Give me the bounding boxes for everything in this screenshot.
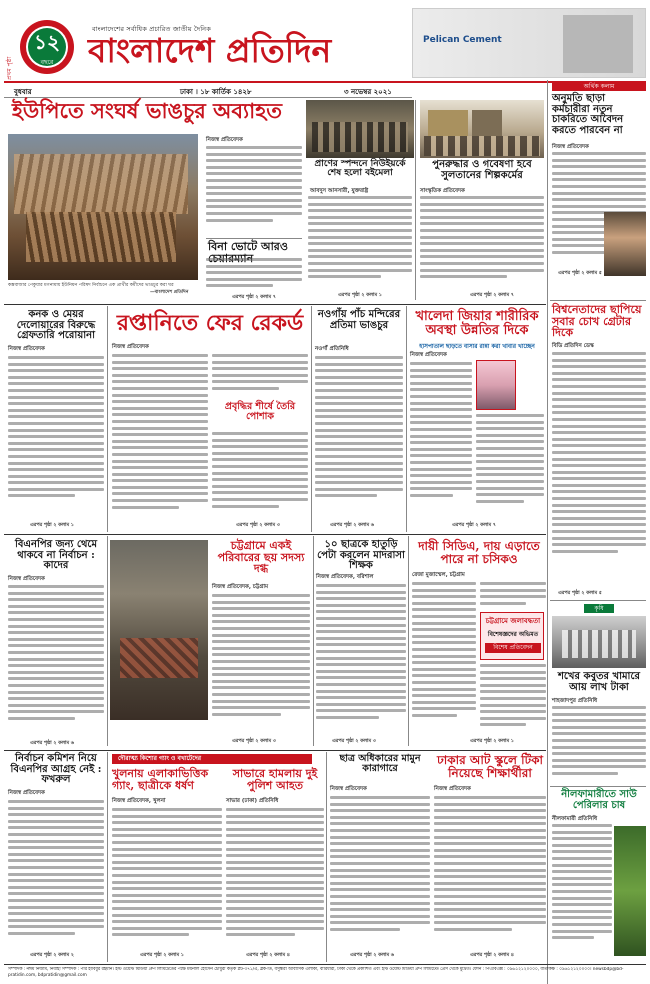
bnp-continued: এরপর পৃষ্ঠা ২ কলাম ৬ <box>30 741 74 746</box>
khulna-byline: নিজস্ব প্রতিবেদক, খুলনা <box>112 798 166 804</box>
masthead-ad <box>412 8 646 78</box>
nilphamari-byline: নীলফামারী প্রতিনিধি <box>552 816 598 822</box>
pigeon-body <box>552 706 646 782</box>
madrasa-headline: ১০ ছাত্রকে হাতুড়ি পেটা করলেন মাদরাসা শিক্ষক <box>317 539 405 571</box>
ctg-fire-photo <box>110 540 208 720</box>
savar-headline: সাভারে হামলায় দুই পুলিশ আহত <box>232 767 318 792</box>
masthead-tagline: বাংলাদেশের সর্বাধিক প্রচারিত জাতীয় দৈনিক <box>92 25 211 33</box>
logo-sub: বছরে <box>40 59 54 66</box>
mamun-continued: এরপর পৃষ্ঠা ২ কলাম ৬ <box>350 953 394 958</box>
nilphamari-photo <box>614 826 646 956</box>
ctg-fire-headline: চট্টগ্রামে একই পরিবারের ছয় সদস্য দগ্ধ <box>217 539 305 576</box>
sidebar-section-label: অর্থিক কলাম <box>552 82 646 91</box>
cda-continued: এরপর পৃষ্ঠা ২ কলাম ১ <box>470 739 514 744</box>
greta-byline: বিডি প্রতিদিন ডেস্ক <box>552 343 594 349</box>
lead-body <box>206 146 302 234</box>
greta-body <box>552 352 646 588</box>
export-body-col2 <box>212 354 308 398</box>
naogaon-byline: নওগাঁ প্রতিনিধি <box>315 346 349 352</box>
khaleda-body-a <box>410 362 472 522</box>
cda-byline: রেজা মুজাম্মেল, চট্টগ্রাম <box>412 572 465 578</box>
lead-photo <box>8 134 198 280</box>
naogaon-continued: এরপর পৃষ্ঠা ২ কলাম ৬ <box>330 523 374 528</box>
lead-byline: নিজস্ব প্রতিবেদক <box>206 137 243 143</box>
khaleda-photo <box>476 360 516 410</box>
sultan-body <box>420 196 544 288</box>
ad-label: Pelican Cement <box>423 35 502 45</box>
export-body-col2b <box>212 432 308 520</box>
cda-box-title: চট্টগ্রামে জলাবদ্ধতা <box>485 616 541 625</box>
sultan-continued: এরপর পৃষ্ঠা ২ কলাম ৭ <box>470 293 514 298</box>
masthead-title: বাংলাদেশ প্রতিদিন <box>88 31 332 70</box>
sultan-byline: সাংস্কৃতিক প্রতিবেদক <box>420 188 465 194</box>
khaleda-continued: এরপর পৃষ্ঠা ২ কলাম ৭ <box>452 523 496 528</box>
khulna-kicker: দৌরাত্ম্য কিশোর গ্যাং ও বখাটেদের <box>112 754 312 764</box>
cda-box-sub: বিশেষজ্ঞদের অভিমত <box>487 631 539 638</box>
mamun-headline: ছাত্র অধিকারের মামুন কারাগারে <box>339 753 421 774</box>
nyc-byline: আবদুস আনসারী, যুক্তরাষ্ট্র <box>310 188 369 194</box>
date-line: ঢাকা । ১৮ কার্তিক ১৪২৮ <box>180 88 252 96</box>
day-of-week: বুধবার <box>14 88 32 96</box>
bnp-byline: নিজস্ব প্রতিবেদক <box>8 576 45 582</box>
cda-feature-box <box>480 612 544 660</box>
greta-photo <box>604 212 646 276</box>
nilphamari-body <box>552 824 612 960</box>
lead-photo-caption: কক্সবাজার পেকুয়ার মগনামায় ইউনিয়ন পরিষদ নির্বাচনে এক প্রার্থীর কর্মীদের ভাঙচুর করা ঘর <box>8 283 174 288</box>
vaccine-byline: নিজস্ব প্রতিবেদক <box>434 786 471 792</box>
cda-body-b <box>480 582 546 610</box>
vaccine-headline: ঢাকার আট স্কুলে টিকা নিয়েছে শিক্ষার্থীরা <box>436 753 544 780</box>
page-label: প্রথম পৃষ্ঠা <box>6 56 13 80</box>
sultan-headline: পুনরুদ্ধার ও গবেষণা হবে সুলতানের শিল্পকর্মের <box>432 159 532 181</box>
kanak-byline: নিজস্ব প্রতিবেদক <box>8 346 45 352</box>
bnp-headline: বিএনপির জন্য থেমে থাকবে না নির্বাচন : কাদের <box>14 539 98 571</box>
khaleda-body-b <box>476 414 544 522</box>
cda-body-a <box>412 582 476 736</box>
nyc-body <box>308 196 412 288</box>
ec-headline: নির্বাচন কমিশন নিয়ে বিএনপির আগ্রহ নেই : ফখরুল <box>10 753 102 785</box>
export-pullquote: প্রবৃদ্ধির শীর্ষে তৈরি পোশাক <box>224 401 296 422</box>
madrasa-byline: নিজস্ব প্রতিবেদক, বরিশাল <box>316 574 374 580</box>
date-english: ৩ নভেম্বর ২০২১ <box>344 88 392 96</box>
nyc-headline: প্রাণের স্পন্দনে নিউইয়র্কে শেষ হলো বইমেলা <box>314 159 406 179</box>
khaleda-headline: খালেদা জিয়ার শারীরিক অবস্থা উন্নতির দিকে <box>415 309 539 338</box>
greta-headline: বিশ্বনেতাদের ছাপিয়ে সবার চোখ গ্রেটার দিকে <box>552 303 642 340</box>
agri-section-label: কৃষি <box>584 604 614 613</box>
ec-continued: এরপর পৃষ্ঠা ২ কলাম ২ <box>30 953 74 958</box>
sidebar-top-headline: অনুমতি ছাড়া কর্মচারীরা নতুন চাকরিতে আবেদন করতে পারবেন না <box>552 93 624 136</box>
naogaon-headline: নওগাঁয় পাঁচ মন্দিরের প্রতিমা ভাঙচুর <box>317 309 401 331</box>
ctg-fire-continued: এরপর পৃষ্ঠা ২ কলাম ৩ <box>232 739 276 744</box>
anniversary-logo <box>18 18 76 76</box>
savar-body <box>226 808 324 952</box>
greta-continued: এরপর পৃষ্ঠা ২ কলাম ৫ <box>558 591 602 596</box>
lead-headline: ইউপিতে সংঘর্ষ ভাঙচুর অব্যাহত <box>12 98 283 123</box>
cda-box-label: বিশেষ প্রতিবেদন <box>485 643 541 653</box>
pigeon-photo <box>552 616 646 668</box>
nyc-continued: এরপর পৃষ্ঠা ২ কলাম ১ <box>338 293 382 298</box>
nyc-photo <box>306 100 414 158</box>
logo-number: ১২ <box>34 30 60 54</box>
export-byline: নিজস্ব প্রতিবেদক <box>112 344 149 350</box>
lead-photo-credit: —বাংলাদেশ প্রতিদিন <box>150 290 189 295</box>
pigeon-byline: শাহজাদপুর প্রতিনিধি <box>552 698 598 704</box>
ctg-fire-body <box>212 594 310 734</box>
khaleda-byline: নিজস্ব প্রতিবেদক <box>410 352 447 358</box>
kanak-body <box>8 356 104 520</box>
sidebar-top-continued: এরপর পৃষ্ঠা ২ কলাম ৫ <box>558 271 602 276</box>
lead-sub-body <box>206 258 302 292</box>
bnp-body <box>8 585 104 737</box>
khaleda-sub: হাসপাতাল ছাড়তে বাসার রান্না করা খাবার খাচ্ছেন <box>419 344 535 350</box>
ec-byline: নিজস্ব প্রতিবেদক <box>8 790 45 796</box>
mamun-body <box>330 796 430 952</box>
export-continued: এরপর পৃষ্ঠা ২ কলাম ৩ <box>236 523 280 528</box>
vaccine-continued: এরপর পৃষ্ঠা ২ কলাম ৪ <box>470 953 514 958</box>
nilphamari-headline: নীলফামারীতে সাউ পেরিলার চাষ <box>561 789 637 811</box>
footer-imprint: সম্পাদক : নঈম নিজাম, নির্বাহী সম্পাদক : পীর হাবিবুর রহমান। ইস্ট ওয়েস্ট মিডিয়া গ্রুপ লিমিটেডের পক্ষে ময়নাল হোসেন চৌধুরী কর্তৃক প্লট-৩৭১/এ, ব্লক-ডি, বসুন্ধরা আবাসিক এলাকা, বারিধারা, ঢাকা থেকে প্রকাশিত এবং ইস্ট ওয়েস্ট মিডিয়া গ্রুপ লিমিটেড প্রেস থেকে মুদ্রিত। ফোন : পিএবিএক্স : ০৯৬১২১২০০০০, বার্তাকক্ষ : ০৯৬১২১২০০০০। newsbdp@bd-pratidin.com, bdpratidin@gmail.com <box>8 967 624 978</box>
madrasa-body <box>316 584 406 734</box>
madrasa-continued: এরপর পৃষ্ঠা ২ কলাম ৩ <box>332 739 376 744</box>
lead-continued: এরপর পৃষ্ঠা ২ কলাম ৭ <box>232 295 276 300</box>
khulna-body <box>112 808 222 952</box>
mamun-byline: নিজস্ব প্রতিবেদক <box>330 786 367 792</box>
sidebar-top-byline: নিজস্ব প্রতিবেদক <box>552 144 589 150</box>
khulna-headline: খুলনায় এলাকাভিত্তিক গ্যাং, ছাত্রীকে ধর্ষণ <box>112 767 209 792</box>
savar-byline: সাভার (ঢাকা) প্রতিনিধি <box>226 798 279 804</box>
khulna-continued: এরপর পৃষ্ঠা ২ কলাম ১ <box>140 953 184 958</box>
cda-headline: দায়ী সিডিএ, দায় এড়াতে পারে না চসিকও <box>418 539 540 566</box>
sultan-photo <box>420 100 544 158</box>
vaccine-body <box>434 796 546 952</box>
lead-sub-headline: বিনা ভোটে আরও <box>208 240 288 253</box>
pigeon-headline: শখের কবুতর খামারে আয় লাখ টাকা <box>558 671 640 693</box>
naogaon-body <box>315 356 403 520</box>
savar-continued: এরপর পৃষ্ঠা ২ কলাম ৪ <box>246 953 290 958</box>
kanak-continued: এরপর পৃষ্ঠা ২ কলাম ১ <box>30 523 74 528</box>
ec-body <box>8 800 104 950</box>
kanak-headline: কনক ও মেয়র দেলোয়ারের বিরুদ্ধে গ্রেফতারি পরোয়ানা <box>16 309 96 341</box>
export-body-col1 <box>112 354 208 526</box>
ctg-fire-byline: নিজস্ব প্রতিবেদক, চট্টগ্রাম <box>212 584 269 590</box>
cda-body-c <box>480 664 546 736</box>
export-headline: রপ্তানিতে ফের রেকর্ড <box>116 310 304 336</box>
